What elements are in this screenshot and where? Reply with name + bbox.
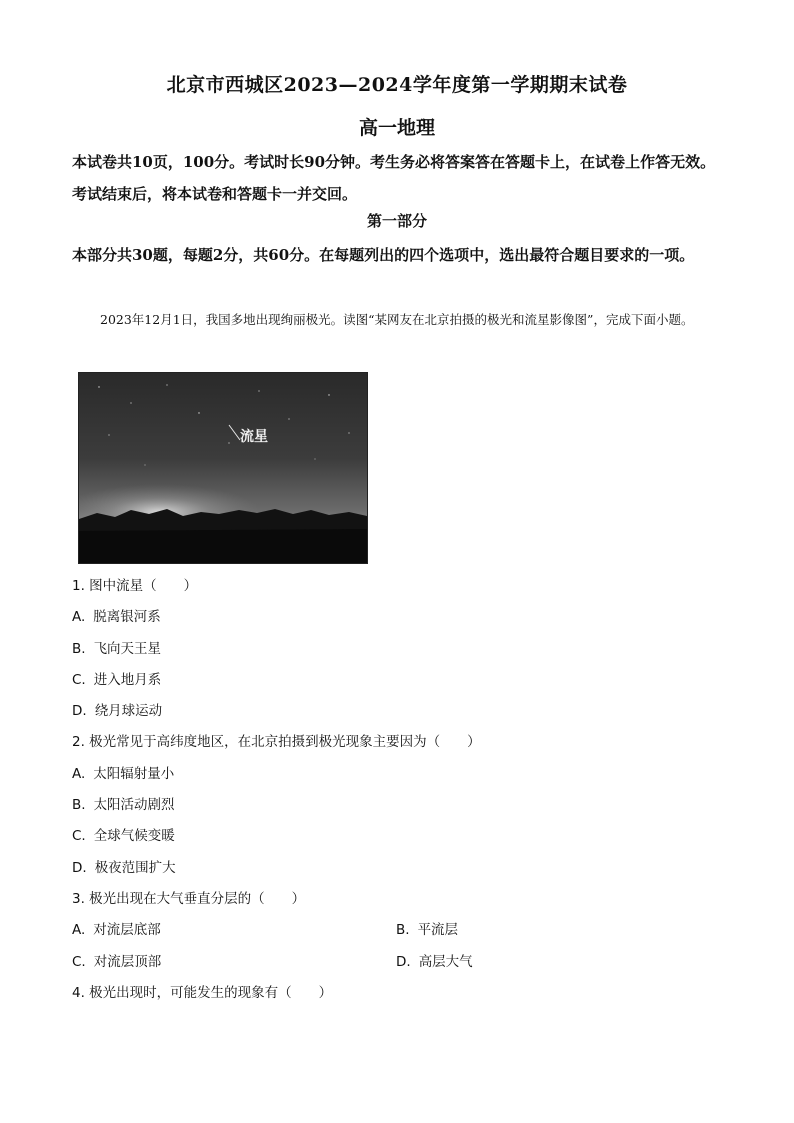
part-title: 第一部分 (366, 212, 427, 230)
question-1-option-b: B. 飞向天王星 (72, 640, 162, 657)
question-1-option-a: A. 脱离银河系 (72, 609, 161, 626)
question-2-stem: 2. 极光常见于高纬度地区，在北京拍摄到极光现象主要因为（ ） (72, 734, 481, 751)
question-3-option-d: D. 高层大气 (396, 953, 473, 970)
question-2-option-c: C. 全球气候变暖 (72, 828, 175, 845)
question-1-option-d: D. 绕月球运动 (72, 703, 163, 720)
exam-instructions: 本试卷共10页，100分。考试时长90分钟。考生务必将答案答在答题卡上，在试卷上作答无效。考试结束后，将本试卷和答题卡一并交回。 (72, 153, 716, 203)
part-description: 本部分共30题，每题2分，共60分。在每题列出的四个选项中，选出最符合题目要求的一项。 (72, 246, 695, 264)
meteor-label: 流星 (240, 429, 268, 445)
question-2-option-b: B. 太阳活动剧烈 (72, 797, 175, 814)
aurora-meteor-photo (78, 372, 368, 564)
question-intro: 2023年12月1日，我国多地出现绚丽极光。读图“某网友在北京拍摄的极光和流星影像图”，完成下面小题。 (100, 312, 694, 327)
question-3-option-b: B. 平流层 (396, 922, 459, 939)
question-list (72, 575, 732, 1013)
question-3-options-row-2 (72, 951, 732, 982)
question-3-option-a: A. 对流层底部 (72, 922, 161, 939)
question-3-stem: 3. 极光出现在大气垂直分层的（ ） (72, 890, 306, 907)
exam-subject: 高一地理 (358, 117, 435, 139)
question-3-option-c: C. 对流层顶部 (72, 953, 162, 970)
question-1-stem: 1. 图中流星（ ） (72, 578, 198, 594)
question-4-stem: 4. 极光出现时，可能发生的现象有（ ） (72, 984, 333, 1001)
question-1-option-c: C. 进入地月系 (72, 671, 162, 688)
question-3-options-row-1 (72, 919, 732, 950)
question-2-option-d: D. 极夜范围扩大 (72, 859, 176, 876)
exam-title: 北京市西城区2023—2024学年度第一学期期末试卷 (166, 74, 628, 96)
question-2-option-a: A. 太阳辐射量小 (72, 765, 175, 782)
night-sky-image (79, 373, 367, 563)
